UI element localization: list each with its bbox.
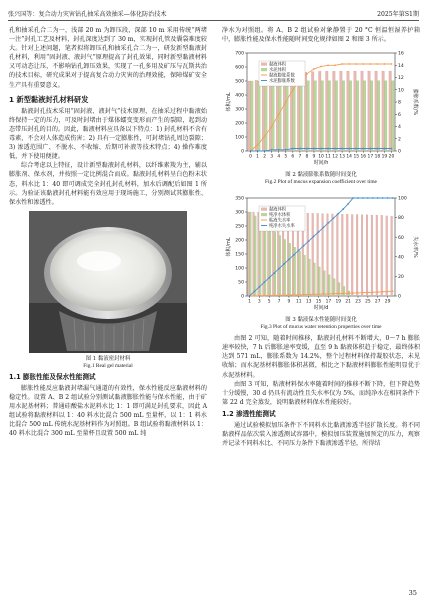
y-axis-label: 体积/mL	[226, 237, 232, 257]
y2-tick-label: 60	[398, 235, 404, 241]
bar-黏液体积	[269, 78, 272, 151]
point-水泥膨胀系数	[299, 148, 301, 150]
bar-黏液体积	[283, 76, 286, 152]
x-tick-label: 11	[325, 154, 331, 160]
x-tick-label: 18	[374, 154, 381, 160]
point-粘液失水率	[337, 293, 339, 295]
point-纯净水失水率	[283, 263, 285, 265]
bar-黏液体积	[248, 212, 250, 296]
header-issue: 2025年第S1期	[377, 11, 419, 18]
bar-黏液体积	[333, 71, 336, 151]
point-黏液膨胀系数	[355, 63, 357, 65]
point-纯净水失水率	[308, 240, 310, 242]
y-tick-label: 150	[235, 252, 244, 258]
bar-黏液体积	[361, 71, 364, 151]
x-tick-label: 2	[263, 154, 267, 160]
legend-label: 黏液体积	[269, 62, 287, 68]
point-粘液失水率	[387, 291, 389, 293]
y2-tick-label: 80	[398, 216, 404, 222]
bar-黏液体积	[375, 71, 378, 151]
subsection-1-1-title: 1.1 膨胀性能及保水性能测试	[9, 372, 96, 381]
results-paragraph-a: 由图 2 可知，随着时间推移，黏液封孔材料不断增大，0～7 h 膨胀速率较快，7 h 后膨胀速率变缓，直至 9 h 黏液体积趋于稳定，最终体积达到 571 mL，膨胀系数为 14.2%，整个过程材料保持凝胶状态，未见收缩；而水泥基材料膨胀体积甚微，相比之下黏液材料膨胀性能明显优于水泥基材料。	[222, 335, 420, 379]
y2-tick-label: 12	[398, 76, 404, 82]
bar-水泥体积	[286, 81, 289, 151]
y2-tick-label: 6	[398, 113, 401, 119]
x-axis-label: 时间/h	[313, 160, 329, 167]
bar-水泥体积	[349, 81, 352, 151]
point-黏液膨胀系数	[384, 63, 386, 65]
bar-水泥体积	[363, 81, 366, 151]
legend-swatch	[261, 208, 267, 211]
point-水泥膨胀系数	[292, 148, 294, 150]
x-tick-label: 21	[345, 299, 351, 305]
subsection-1-1-paragraph: 膨胀性能反应黏液封堵漏气通道的有效性，保水性能反应黏液材料的稳定性。设置 A、B 2 组试验分别测试黏液膨胀性能与保水性能，由于矿用水泥基材料；普通硅酸盐水泥料水比 1：1 即可满足封孔要求，因此 A 组试验将黏液材料以 1：40 料水比混合 500 mL 至量杯，以 1：1 料水比混合 500 mL 传统水泥基材料作为对照组。B 组试验将黏液材料以 1：40 料水比混合 300 mL 至量杯且设置 500 mL 纯	[9, 384, 207, 438]
point-黏液膨胀系数	[313, 68, 315, 70]
x-tick-label: 16	[360, 154, 367, 160]
legend-swatch	[261, 63, 267, 66]
bar-黏液体积	[361, 215, 363, 296]
bar-黏液体积	[382, 71, 385, 151]
x-tick-label: 0	[249, 154, 252, 160]
y-tick-label: 350	[235, 196, 244, 202]
point-纯净水失水率	[313, 236, 315, 238]
bar-黏液体积	[307, 213, 309, 296]
y-axis-label: 体积/mL	[226, 92, 232, 112]
bar-黏液体积	[346, 214, 348, 296]
x-tick-label: 6	[291, 154, 295, 160]
gel-photo-illustration	[29, 211, 187, 353]
point-纯净水失水率	[372, 197, 374, 199]
bar-水泥体积	[321, 81, 324, 151]
x-tick-label: 29	[384, 299, 391, 305]
y-tick-label: 0	[241, 294, 244, 300]
bar-水泥体积	[342, 81, 345, 151]
section-1-title: 1 新型黏液封孔材料研发	[9, 94, 89, 104]
y2-tick-label: 20	[398, 275, 404, 281]
section-1-paragraph-2: 综合考虑以上特征，设计新型黏液封孔材料，以纤维素羧为主，辅以膨胀剂、保水剂，并按照一定比例混合而成。黏液封孔材料呈白色粉末状态，料水比 1：40 即可调成完全封孔封孔材料，加水后调配后如图 1 所示。为验证该黏液封孔材料能有效应用于现场施工，分别测试其膨胀性、保水性和渗透性。	[9, 162, 207, 206]
x-tick-label: 7	[298, 154, 302, 160]
x-tick-label: 5	[267, 299, 271, 305]
bar-黏液体积	[354, 71, 357, 151]
x-tick-label: 3	[257, 299, 261, 305]
point-粘液失水率	[293, 294, 295, 296]
legend-label: 粘液失水率	[269, 218, 291, 224]
point-粘液失水率	[382, 291, 384, 293]
results-paragraph-b: 由图 3 可知，粘液材料保水率随着时间的推移不断下降，但下降趋势十分缓慢，30 d 仍具有流动性且失水率仅为 5%，而纯净水在相同条件下第 22 d 完全蒸发，说明黏液材料保水性能较好。	[222, 380, 420, 406]
bar-黏液体积	[255, 80, 258, 151]
bar-水泥体积	[356, 81, 359, 151]
bar-黏液体积	[356, 215, 358, 296]
point-纯净水失水率	[278, 268, 280, 270]
point-纯净水失水率	[298, 250, 300, 252]
point-水泥膨胀系数	[306, 148, 308, 150]
y2-tick-label: 10	[398, 88, 404, 94]
bar-水泥体积	[265, 81, 268, 151]
y2-axis-label: 失水率/%	[412, 236, 418, 258]
point-水泥膨胀系数	[327, 148, 329, 150]
x-tick-label: 1	[248, 299, 251, 305]
point-纯净水失水率	[347, 203, 349, 205]
point-水泥膨胀系数	[362, 148, 364, 150]
y2-tick-label: 0	[398, 149, 401, 155]
bar-黏液体积	[336, 214, 338, 296]
bar-纯净水体积	[304, 255, 306, 296]
point-纯净水失水率	[273, 272, 275, 274]
point-粘液失水率	[377, 291, 379, 293]
point-水泥膨胀系数	[278, 149, 280, 151]
x-tick-label: 4	[277, 154, 281, 160]
y-tick-label: 100	[235, 135, 244, 141]
bar-黏液体积	[332, 214, 334, 296]
bar-黏液体积	[248, 81, 251, 151]
bar-纯净水体积	[343, 287, 345, 297]
point-纯净水失水率	[382, 197, 384, 199]
continued-paragraph: 净水为对照组。将 A、B 2 组试验对象静置于 20 °C 恒温恒湿养护箱中，膨胀性能及保水性能随时间变化规律如图 2 和图 3 所示。	[222, 27, 420, 44]
page-number: 35	[408, 589, 417, 597]
point-黏液膨胀系数	[257, 144, 259, 146]
point-纯净水失水率	[332, 218, 334, 220]
bar-黏液体积	[253, 212, 255, 296]
x-tick-label: 19	[335, 299, 342, 305]
bar-黏液体积	[391, 216, 393, 296]
bar-纯净水体积	[319, 267, 321, 296]
point-粘液失水率	[357, 292, 359, 294]
x-tick-label: 27	[374, 299, 381, 305]
bar-水泥体积	[370, 81, 373, 151]
point-纯净水失水率	[323, 227, 325, 229]
point-黏液膨胀系数	[348, 63, 350, 65]
y-tick-label: 100	[235, 266, 244, 272]
point-黏液膨胀系数	[327, 65, 329, 67]
right-column	[222, 26, 420, 448]
bar-黏液体积	[312, 214, 314, 297]
legend-label: 黏液体积	[269, 207, 287, 213]
point-粘液失水率	[323, 293, 325, 295]
point-粘液失水率	[328, 293, 330, 295]
point-水泥膨胀系数	[285, 149, 287, 151]
point-粘液失水率	[313, 294, 315, 296]
point-粘液失水率	[362, 292, 364, 294]
running-header	[8, 6, 419, 21]
y-tick-label: 200	[235, 238, 244, 244]
bar-黏液体积	[341, 214, 343, 296]
x-tick-label: 3	[270, 154, 274, 160]
point-粘液失水率	[332, 293, 334, 295]
point-纯净水失水率	[254, 291, 256, 293]
x-tick-label: 23	[355, 299, 361, 305]
x-tick-label: 13	[339, 154, 345, 160]
bar-黏液体积	[376, 215, 378, 296]
point-纯净水失水率	[392, 197, 394, 199]
y-tick-label: 500	[235, 79, 244, 85]
bar-黏液体积	[317, 214, 319, 297]
bar-水泥体积	[307, 81, 310, 151]
point-纯净水失水率	[293, 254, 295, 256]
y-tick-label: 250	[235, 224, 244, 230]
bar-水泥体积	[314, 81, 317, 151]
point-水泥膨胀系数	[334, 148, 336, 150]
legend-label: 纯净水失水率	[269, 224, 295, 230]
legend-label: 水泥膨胀系数	[269, 79, 295, 85]
figure-2-chart	[223, 47, 419, 172]
x-tick-label: 20	[388, 154, 395, 160]
bar-水泥体积	[377, 81, 380, 151]
bar-纯净水体积	[264, 224, 266, 296]
legend-label: 纯净水体积	[269, 213, 291, 219]
bar-黏液体积	[351, 215, 353, 296]
bar-纯净水体积	[249, 212, 251, 296]
y2-tick-label: 40	[398, 255, 404, 261]
x-tick-label: 9	[287, 299, 291, 305]
y2-tick-label: 8	[398, 100, 401, 106]
point-黏液膨胀系数	[285, 101, 287, 103]
header-title: 张兴国等：复合动力灾害钻孔抽采高效抽采—体化防治技术	[8, 11, 167, 18]
y-tick-label: 600	[235, 65, 244, 71]
subsection-1-2-title: 1.2 渗透性能测试	[222, 409, 276, 418]
bar-水泥体积	[384, 81, 387, 151]
x-tick-label: 25	[365, 299, 371, 305]
point-粘液失水率	[263, 295, 265, 297]
left-column	[9, 26, 207, 438]
legend-swatch	[261, 68, 267, 71]
bar-纯净水体积	[284, 240, 286, 297]
figure-2-caption-en: Fig.2 Plot of mucus expansion coefficient over time	[265, 179, 377, 186]
point-黏液膨胀系数	[320, 66, 322, 68]
y-tick-label: 0	[241, 149, 244, 155]
point-粘液失水率	[392, 290, 394, 292]
point-粘液失水率	[298, 294, 300, 296]
bar-纯净水体积	[259, 220, 261, 296]
point-纯净水失水率	[377, 197, 379, 199]
x-tick-label: 14	[346, 154, 352, 160]
y2-tick-label: 100	[398, 196, 407, 202]
bar-黏液体积	[322, 214, 324, 296]
bar-水泥体积	[251, 81, 254, 151]
section-1-paragraph-1: 黏液封孔技术采用“固封液、液封气”技术原理，在抽采过程中黏液始终保持一定的压力，可及时封堵由于煤体蠕变变形而产生的裂隙，起到动态带压封孔的目的。因此，黏液材料应具备以下特点：1) 封孔材料不含有毒素，不会对人体造成伤害；2) 具有一定膨胀性，可封堵钻孔周边裂隙；3) 渗透范围广、不脱水、不收缩、后期可补液等技术特点；4) 操作难度低，并下使用便捷。	[9, 107, 207, 161]
point-纯净水失水率	[328, 222, 330, 224]
figure-2-svg	[223, 47, 419, 172]
bar-黏液体积	[340, 71, 343, 151]
intro-paragraph: 孔和抽采孔合二为一，浅部 20 m 为卸压段，深部 10 m 采用传统“两堵一注”封孔工艺及材料，封孔深度达到了 30 m，实现封孔管及囊袋难度较大。针对上述问题，笔者拟将卸压孔和抽采孔合二为一，研发新型黏液封孔材料，利用“固封液、液封气”原理提高了封孔效果，同时新型黏液材料又可动态让压，不影响钻孔卸压效果，实现了一孔多用及矿压与瓦斯共治的技术目标，研究成果对于提高复合动力灾害的治理效能，保障煤矿安全生产具有重要意义。	[9, 27, 207, 89]
bar-纯净水体积	[279, 236, 281, 296]
bar-纯净水体积	[289, 244, 291, 297]
point-纯净水失水率	[357, 197, 359, 199]
point-水泥膨胀系数	[376, 148, 378, 150]
point-黏液膨胀系数	[376, 63, 378, 65]
legend-swatch	[261, 213, 267, 216]
x-tick-label: 17	[325, 299, 332, 305]
bar-黏液体积	[381, 216, 383, 297]
x-tick-label: 5	[284, 154, 288, 160]
bar-水泥体积	[391, 81, 394, 151]
point-粘液失水率	[254, 295, 256, 297]
point-纯净水失水率	[352, 197, 354, 199]
point-粘液失水率	[352, 292, 354, 294]
x-tick-label: 8	[305, 154, 309, 160]
point-黏液膨胀系数	[341, 63, 343, 65]
point-纯净水失水率	[263, 282, 265, 284]
bar-水泥体积	[335, 81, 338, 151]
figure-1-caption-cn: 图 1 黏液密封材料	[85, 355, 131, 362]
x-tick-label: 11	[296, 299, 302, 305]
x-tick-label: 13	[305, 299, 312, 305]
point-纯净水失水率	[288, 259, 290, 261]
bar-纯净水体积	[323, 271, 325, 296]
bar-黏液体积	[311, 72, 314, 151]
bar-纯净水体积	[254, 216, 256, 296]
point-纯净水失水率	[303, 245, 305, 247]
bar-黏液体积	[366, 215, 368, 296]
figure-3-caption-en: Fig.3 Plot of mucus water retention properties over time	[260, 324, 382, 331]
y-tick-label: 400	[235, 93, 244, 99]
point-粘液失水率	[318, 294, 320, 296]
point-粘液失水率	[367, 292, 369, 294]
point-水泥膨胀系数	[320, 148, 322, 150]
point-水泥膨胀系数	[369, 148, 371, 150]
point-粘液失水率	[288, 294, 290, 296]
y-tick-label: 300	[235, 107, 244, 113]
point-纯净水失水率	[387, 197, 389, 199]
bar-水泥体积	[258, 81, 261, 151]
bar-黏液体积	[347, 71, 350, 151]
point-黏液膨胀系数	[271, 126, 273, 128]
y-tick-label: 300	[235, 210, 244, 216]
bar-纯净水体积	[269, 228, 271, 296]
point-粘液失水率	[308, 294, 310, 296]
y2-tick-label: 4	[398, 125, 401, 131]
point-纯净水失水率	[318, 231, 320, 233]
subsection-1-2-paragraph: 通过试验模拟加压条件下不同料水比黏液渗透半径扩散长度。将不同黏液样品依次装入渗透测试容器中，模拟加压装置施加预定的压力，观察并记录不同料水比、不同压力条件下黏液渗透半径，所得结	[222, 422, 420, 448]
bar-纯净水体积	[328, 275, 330, 296]
figure-3-svg	[223, 192, 419, 317]
point-纯净水失水率	[362, 197, 364, 199]
x-tick-label: 17	[367, 154, 374, 160]
bar-黏液体积	[386, 216, 388, 296]
point-粘液失水率	[283, 295, 285, 297]
y2-tick-label: 2	[398, 137, 401, 143]
bar-水泥体积	[279, 81, 282, 151]
point-水泥膨胀系数	[384, 148, 386, 150]
gel-material-photo	[29, 211, 187, 353]
bar-黏液体积	[326, 71, 329, 151]
x-tick-label: 15	[353, 154, 360, 160]
bar-黏液体积	[318, 72, 321, 152]
bar-黏液体积	[368, 71, 371, 151]
point-黏液膨胀系数	[391, 63, 393, 65]
point-黏液膨胀系数	[369, 63, 371, 65]
bar-纯净水体积	[299, 251, 301, 296]
point-纯净水失水率	[367, 197, 369, 199]
y2-tick-label: 0	[398, 294, 401, 300]
bar-黏液体积	[262, 80, 265, 152]
point-黏液膨胀系数	[334, 65, 336, 67]
bar-黏液体积	[371, 215, 373, 296]
point-黏液膨胀系数	[278, 114, 280, 116]
point-黏液膨胀系数	[264, 136, 266, 138]
point-水泥膨胀系数	[348, 148, 350, 150]
point-水泥膨胀系数	[341, 148, 343, 150]
figure-3-chart	[223, 192, 419, 317]
bar-水泥体积	[300, 81, 303, 151]
y2-tick-label: 14	[398, 64, 404, 70]
point-纯净水失水率	[258, 286, 260, 288]
bar-水泥体积	[293, 81, 296, 151]
point-黏液膨胀系数	[292, 89, 294, 91]
x-tick-label: 19	[381, 154, 388, 160]
point-粘液失水率	[342, 293, 344, 295]
point-黏液膨胀系数	[362, 63, 364, 65]
point-纯净水失水率	[337, 213, 339, 215]
point-黏液膨胀系数	[306, 73, 308, 75]
point-水泥膨胀系数	[355, 148, 357, 150]
point-粘液失水率	[372, 292, 374, 294]
figure-3-caption-cn: 图 3 黏液保水性能随时间变化	[285, 317, 357, 324]
figure-2-caption-cn: 图 2 黏液膨胀系数随时间变化	[285, 172, 357, 179]
y-tick-label: 700	[235, 51, 244, 57]
point-粘液失水率	[278, 295, 280, 297]
x-axis-label: 时间/d	[313, 305, 329, 312]
y-tick-label: 200	[235, 121, 244, 127]
y-tick-label: 50	[238, 280, 244, 286]
x-tick-label: 10	[318, 154, 324, 160]
bar-纯净水体积	[274, 232, 276, 296]
point-水泥膨胀系数	[391, 148, 393, 150]
point-粘液失水率	[303, 294, 305, 296]
x-tick-label: 15	[315, 299, 322, 305]
point-水泥膨胀系数	[313, 148, 315, 150]
x-tick-label: 12	[332, 154, 338, 160]
x-tick-label: 9	[312, 154, 316, 160]
bar-黏液体积	[327, 214, 329, 296]
x-tick-label: 7	[277, 299, 281, 305]
legend-label: 黏液膨胀系数	[269, 73, 295, 79]
bar-水泥体积	[272, 81, 275, 151]
bar-水泥体积	[328, 81, 331, 151]
point-粘液失水率	[273, 295, 275, 297]
point-纯净水失水率	[342, 208, 344, 210]
point-水泥膨胀系数	[271, 149, 273, 151]
figure-1-caption-en: Fig.1 Real gel material	[83, 362, 133, 369]
point-纯净水失水率	[268, 277, 270, 279]
bar-纯净水体积	[314, 263, 316, 296]
y2-axis-label: 膨胀系数/%	[412, 88, 418, 116]
point-粘液失水率	[347, 293, 349, 295]
bar-纯净水体积	[309, 259, 311, 296]
legend-label: 水泥体积	[269, 68, 287, 74]
y2-tick-label: 16	[398, 51, 404, 57]
bar-黏液体积	[389, 71, 392, 151]
x-tick-label: 1	[256, 154, 259, 160]
